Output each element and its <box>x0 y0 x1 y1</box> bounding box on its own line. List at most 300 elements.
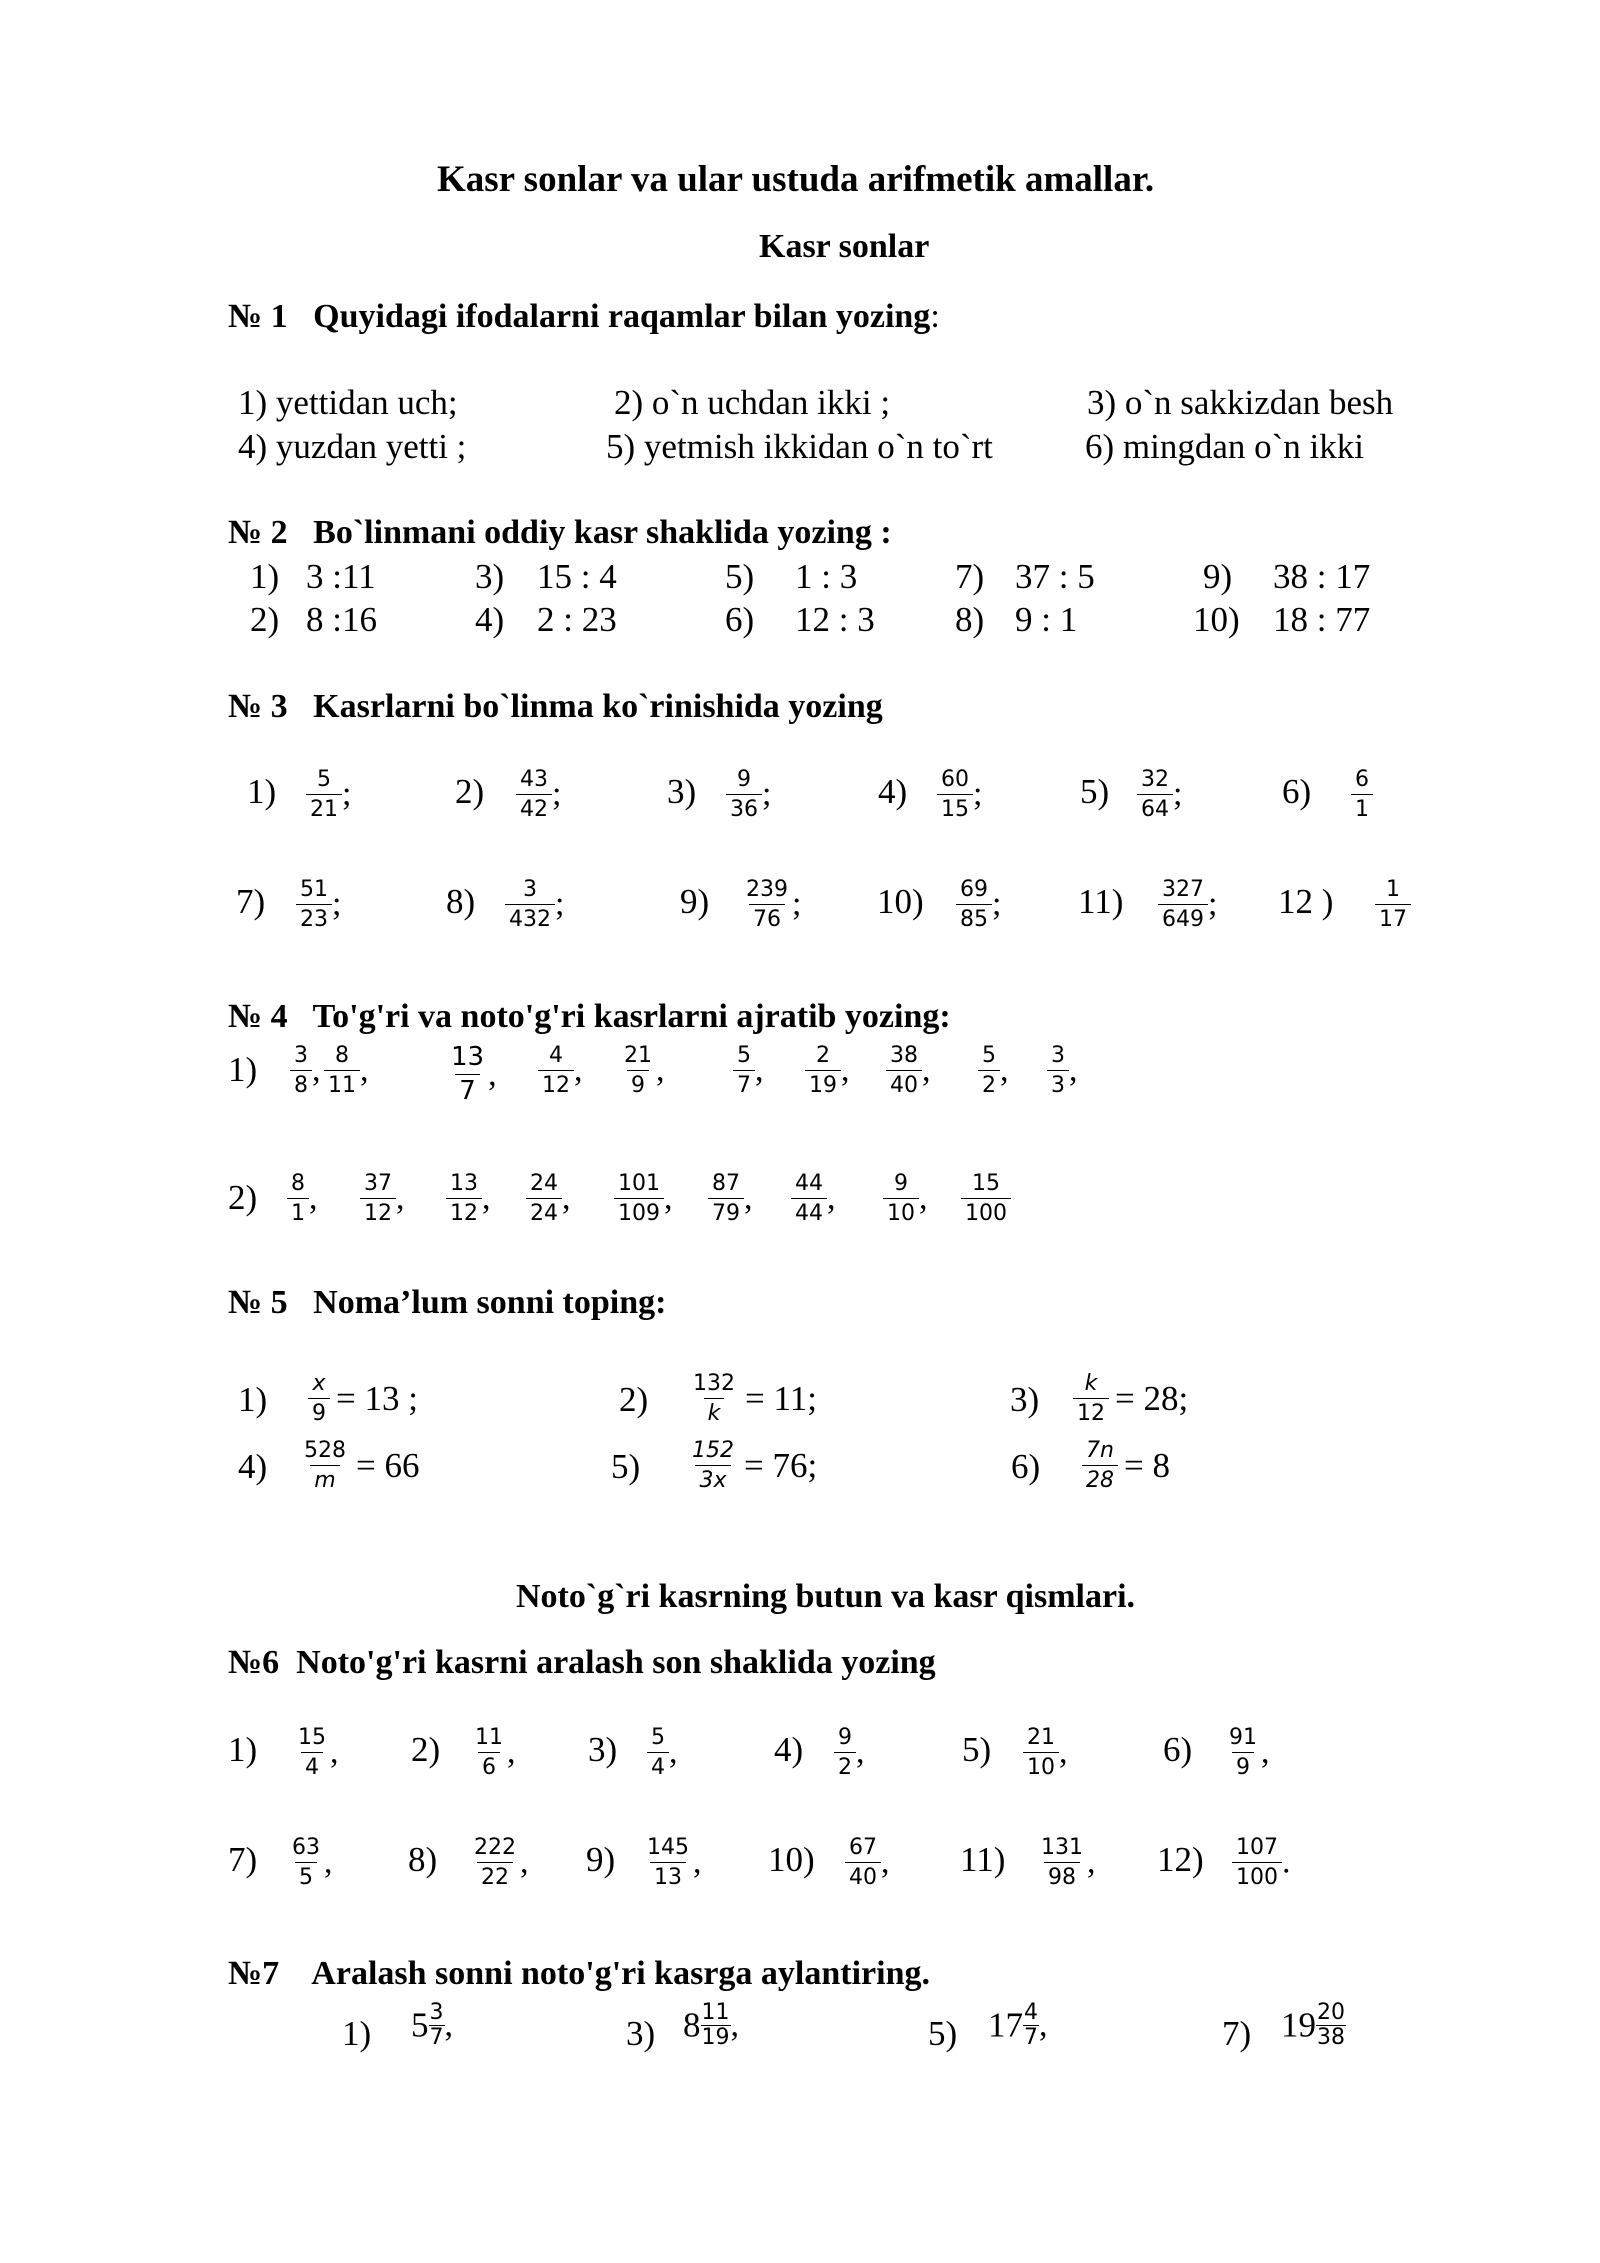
fraction-denominator: 22 <box>477 1862 513 1889</box>
ex4-fraction-item <box>287 1172 318 1225</box>
fraction-denominator: 19 <box>701 2025 730 2050</box>
fraction <box>886 1044 922 1097</box>
fraction-numerator: 21 <box>624 1043 652 1068</box>
ex3-fraction-item <box>1158 878 1217 931</box>
ex6-fraction-item <box>288 1836 333 1889</box>
ex1-item: 5) yetmish ikkidan o`n to`rt <box>606 427 993 466</box>
ex3-item-label: 6) <box>1282 772 1312 811</box>
ex2-item-value: 9 : 1 <box>1015 600 1078 639</box>
fraction-denominator: 9 <box>1232 1752 1254 1779</box>
fraction-numerator: 8 <box>335 1043 349 1068</box>
separator: ; <box>552 775 562 813</box>
fraction <box>1351 768 1373 821</box>
ex6-fraction-item <box>1232 1836 1291 1889</box>
fraction <box>287 1172 309 1225</box>
fraction <box>1082 1439 1118 1492</box>
fraction-denominator: 109 <box>614 1198 664 1225</box>
comma: , <box>922 1051 931 1089</box>
ex2-item-label: 1) <box>250 557 280 596</box>
fraction-numerator: 1 <box>1386 877 1400 902</box>
fraction <box>1232 1836 1282 1889</box>
fraction <box>643 1836 693 1889</box>
separator: ; <box>973 775 983 813</box>
fraction-numerator: 145 <box>647 1835 689 1860</box>
fraction-numerator: 3 <box>429 2000 444 2025</box>
fraction-numerator: 222 <box>474 1835 516 1860</box>
fraction <box>726 768 762 821</box>
ex6-item-label: 9) <box>586 1840 616 1879</box>
exercise-5-heading <box>228 1284 666 1322</box>
ex3-item-label: 11) <box>1078 882 1124 921</box>
exercise-2-heading <box>228 514 892 552</box>
fraction-numerator: 87 <box>712 1171 740 1196</box>
equation-rhs: = 8 <box>1124 1445 1170 1485</box>
ex4-fraction-item <box>290 1044 321 1097</box>
ex2-item-value: 38 : 17 <box>1273 557 1371 596</box>
ex3-fraction-item <box>937 768 982 821</box>
separator: , <box>1261 1733 1270 1771</box>
ex2-item-value: 12 : 3 <box>795 600 875 639</box>
fraction-denominator: 10 <box>883 1198 919 1225</box>
fraction-denominator: k <box>704 1398 725 1425</box>
separator: ; <box>992 885 1002 923</box>
ex3-item-label: 10) <box>877 882 924 921</box>
fraction <box>834 1726 856 1779</box>
fraction-numerator: 131 <box>1041 1835 1083 1860</box>
fraction <box>429 2002 445 2049</box>
fraction <box>956 878 992 931</box>
ex3-item-label: 2) <box>455 772 485 811</box>
fraction <box>505 878 555 931</box>
ex6-fraction-item <box>1023 1726 1068 1779</box>
exercise-title: Quyidagi ifodalarni raqamlar bilan yozing <box>313 298 931 335</box>
fraction <box>647 1726 669 1779</box>
comma: , <box>919 1179 928 1217</box>
separator: ; <box>332 885 342 923</box>
separator: , <box>1059 1733 1068 1771</box>
fraction-numerator: 6 <box>1355 767 1369 792</box>
ex3-item-label: 1) <box>247 772 277 811</box>
ex2-item-value: 8 :16 <box>306 600 377 639</box>
comma: , <box>488 1055 497 1093</box>
fraction-denominator: 5 <box>295 1862 317 1889</box>
fraction-denominator: 1 <box>287 1198 309 1225</box>
fraction <box>1225 1726 1261 1779</box>
equation-rhs: = 66 <box>356 1445 420 1485</box>
ex5-equation <box>689 1372 817 1425</box>
comma: , <box>309 1179 318 1217</box>
comma: , <box>1069 1051 1078 1089</box>
separator: , <box>444 2006 453 2044</box>
fraction-numerator: 107 <box>1236 1835 1278 1860</box>
comma: , <box>396 1179 405 1217</box>
ex6-fraction-item <box>1037 1836 1096 1889</box>
fraction <box>689 1372 739 1425</box>
ex7-mixed-number <box>1281 2002 1346 2049</box>
ex3-fraction-item <box>956 878 1001 931</box>
fraction-numerator: 15 <box>972 1171 1000 1196</box>
ex4-fraction-item <box>538 1044 583 1097</box>
fraction-denominator: 6 <box>478 1752 500 1779</box>
ex2-item-value: 3 :11 <box>306 557 376 596</box>
fraction-denominator: 40 <box>886 1070 922 1097</box>
fraction <box>526 1172 562 1225</box>
fraction-numerator: 327 <box>1162 877 1204 902</box>
ex2-item-value: 18 : 77 <box>1273 600 1371 639</box>
separator: , <box>669 1733 678 1771</box>
fraction <box>791 1172 827 1225</box>
comma: , <box>755 1051 764 1089</box>
fraction-numerator: 4 <box>1024 2000 1038 2025</box>
ex2-item-value: 1 : 3 <box>795 557 858 596</box>
fraction <box>300 1439 350 1492</box>
separator: , <box>507 1733 516 1771</box>
fraction-numerator: 37 <box>364 1171 392 1196</box>
fraction-numerator: 4 <box>549 1043 563 1068</box>
fraction-numerator: 13 <box>450 1171 478 1196</box>
separator: , <box>1039 2006 1048 2044</box>
ex6-item-label: 5) <box>962 1730 992 1769</box>
fraction <box>733 1044 755 1097</box>
fraction-denominator: 12 <box>538 1070 574 1097</box>
fraction <box>845 1836 881 1889</box>
separator: , <box>330 1733 339 1771</box>
ex6-item-label: 1) <box>228 1730 258 1769</box>
separator: ; <box>762 775 772 813</box>
fraction-denominator: 2 <box>978 1070 1000 1097</box>
fraction-denominator: 15 <box>937 794 973 821</box>
ex5-equation <box>308 1372 418 1425</box>
fraction-denominator: 64 <box>1137 794 1173 821</box>
ex4-fraction-item <box>708 1172 753 1225</box>
ex3-item-label: 12 ) <box>1278 882 1334 921</box>
fraction-denominator: 1 <box>1351 794 1373 821</box>
fraction-denominator: 44 <box>791 1198 827 1225</box>
ex3-item-label: 7) <box>236 882 266 921</box>
ex4-fraction-item <box>360 1172 405 1225</box>
fraction-numerator: 5 <box>982 1043 996 1068</box>
section-subtitle-2: Noto`g`ri kasrning butun va kasr qismlari. <box>516 1578 1136 1615</box>
mixed-whole-part: 5 <box>411 2005 429 2045</box>
fraction <box>701 2002 731 2049</box>
fraction-denominator: 4 <box>647 1752 669 1779</box>
ex4-fraction-item <box>614 1172 673 1225</box>
ex2-item-label: 6) <box>725 600 755 639</box>
fraction-numerator: 5 <box>737 1043 751 1068</box>
fraction-numerator: 9 <box>838 1725 852 1750</box>
ex5-item-label: 2) <box>619 1380 649 1419</box>
ex4-fraction-item <box>324 1044 369 1097</box>
fraction-denominator: 17 <box>1375 904 1411 931</box>
fraction-denominator: 12 <box>360 1198 396 1225</box>
fraction-denominator: 7 <box>429 2025 444 2050</box>
ex5-item-label: 6) <box>1011 1447 1041 1486</box>
ex3-fraction-item <box>742 878 801 931</box>
fraction-denominator: 36 <box>726 794 762 821</box>
ex3-fraction-item <box>1137 768 1182 821</box>
ex4-fraction-item <box>733 1044 764 1097</box>
ex2-item-value: 37 : 5 <box>1015 557 1095 596</box>
fraction-denominator: 13 <box>650 1862 686 1889</box>
fraction-numerator: 15 <box>298 1725 326 1750</box>
fraction <box>360 1172 396 1225</box>
ex6-fraction-item <box>647 1726 678 1779</box>
ex6-item-label: 4) <box>774 1730 804 1769</box>
fraction-denominator: 100 <box>1232 1862 1282 1889</box>
fraction-denominator: 7 <box>455 1074 480 1105</box>
ex7-mixed-number <box>988 2002 1048 2049</box>
ex3-fraction-item <box>1375 878 1411 931</box>
ex6-item-label: 6) <box>1163 1730 1193 1769</box>
fraction-denominator: 38 <box>1317 2025 1345 2050</box>
fraction-numerator: 3 <box>523 877 537 902</box>
fraction-numerator: 63 <box>292 1835 320 1860</box>
exercise-number: № 3 <box>228 688 288 725</box>
ex4-fraction-item <box>526 1172 571 1225</box>
ex7-mixed-number <box>683 2002 739 2049</box>
exercise-number: №7 <box>228 1955 280 1992</box>
fraction-denominator: 11 <box>324 1070 360 1097</box>
separator: , <box>881 1843 890 1881</box>
separator: ; <box>1208 885 1218 923</box>
fraction-denominator: 3x <box>695 1465 730 1492</box>
fraction-denominator: 3 <box>1047 1070 1069 1097</box>
fraction-denominator: 10 <box>1023 1752 1059 1779</box>
fraction-numerator: 32 <box>1141 767 1169 792</box>
fraction <box>288 1836 324 1889</box>
ex2-item-label: 7) <box>955 557 985 596</box>
ex5-item-label: 3) <box>1010 1380 1040 1419</box>
ex3-fraction-item <box>296 878 341 931</box>
fraction <box>306 768 342 821</box>
ex2-item-label: 5) <box>725 557 755 596</box>
ex6-item-label: 11) <box>960 1840 1006 1879</box>
ex5-equation <box>1082 1439 1170 1492</box>
fraction-numerator: 5 <box>317 767 331 792</box>
fraction-denominator: 23 <box>296 904 332 931</box>
ex4-fraction-item <box>883 1172 928 1225</box>
ex2-item-label: 2) <box>250 600 280 639</box>
fraction <box>1037 1836 1087 1889</box>
ex6-item-label: 10) <box>768 1840 815 1879</box>
fraction-numerator: 11 <box>701 2000 730 2025</box>
fraction <box>978 1044 1000 1097</box>
section-subtitle: Kasr sonlar <box>759 228 930 265</box>
ex6-fraction-item <box>294 1726 339 1779</box>
fraction-denominator: 2 <box>834 1752 856 1779</box>
exercise-6-heading <box>228 1644 936 1682</box>
fraction-numerator: 11 <box>475 1725 503 1750</box>
heading-colon: : <box>930 298 940 335</box>
ex4-fraction-item <box>446 1172 491 1225</box>
ex6-item-label: 8) <box>408 1840 438 1879</box>
ex4-fraction-item <box>805 1044 850 1097</box>
fraction-denominator: 7 <box>1024 2025 1038 2050</box>
comma: , <box>360 1051 369 1089</box>
fraction <box>447 1044 488 1106</box>
equation-rhs: = 76; <box>744 1445 818 1485</box>
mixed-whole-part: 19 <box>1281 2005 1316 2045</box>
fraction <box>620 1044 656 1097</box>
ex3-fraction-item <box>1351 768 1373 821</box>
ex3-item-label: 9) <box>680 882 710 921</box>
fraction-numerator: 13 <box>451 1042 485 1072</box>
fraction-numerator: 9 <box>737 767 751 792</box>
equation-rhs: = 28; <box>1115 1378 1189 1418</box>
ex3-fraction-item <box>726 768 771 821</box>
ex3-fraction-item <box>516 768 561 821</box>
fraction <box>324 1044 360 1097</box>
comma: , <box>841 1051 850 1089</box>
fraction-denominator: 79 <box>708 1198 744 1225</box>
separator: , <box>693 1843 702 1881</box>
fraction-numerator: 43 <box>520 767 548 792</box>
fraction-denominator: 21 <box>306 794 342 821</box>
fraction <box>470 1836 520 1889</box>
ex2-item-label: 4) <box>475 600 505 639</box>
ex6-fraction-item <box>834 1726 865 1779</box>
fraction-denominator: 8 <box>290 1070 312 1097</box>
fraction-numerator: 239 <box>746 877 788 902</box>
fraction <box>614 1172 664 1225</box>
ex7-item-label: 3) <box>626 2014 656 2053</box>
fraction-numerator: 20 <box>1317 2000 1345 2025</box>
fraction <box>308 1372 330 1425</box>
ex4-fraction-item <box>978 1044 1009 1097</box>
ex4-fraction-item <box>620 1044 665 1097</box>
fraction-numerator: 38 <box>890 1043 918 1068</box>
ex4-fraction-item <box>886 1044 931 1097</box>
separator: ; <box>555 885 565 923</box>
ex5-equation <box>1073 1372 1188 1425</box>
fraction <box>961 1172 1011 1225</box>
fraction <box>1375 878 1411 931</box>
fraction <box>883 1172 919 1225</box>
comma: , <box>827 1179 836 1217</box>
ex3-item-label: 8) <box>446 882 476 921</box>
exercise-title: Kasrlarni bo`linma ko`rinishida yozing <box>313 688 883 725</box>
separator: , <box>856 1733 865 1771</box>
comma: , <box>482 1179 491 1217</box>
fraction-numerator: x <box>312 1371 326 1396</box>
ex6-fraction-item <box>1225 1726 1270 1779</box>
fraction <box>805 1044 841 1097</box>
ex5-item-label: 5) <box>611 1447 641 1486</box>
equation-rhs: = 11; <box>745 1378 817 1418</box>
fraction <box>290 1044 312 1097</box>
comma: , <box>312 1051 321 1089</box>
ex1-item: 4) yuzdan yetti ; <box>238 427 467 466</box>
fraction-numerator: 8 <box>291 1171 305 1196</box>
ex3-item-label: 4) <box>878 772 908 811</box>
ex1-item: 2) o`n uchdan ikki ; <box>614 383 891 422</box>
ex6-item-label: 12) <box>1157 1840 1204 1879</box>
separator: ; <box>1173 775 1183 813</box>
ex4-row-label: 2) <box>228 1178 258 1217</box>
exercise-3-heading <box>228 688 883 726</box>
fraction-numerator: 152 <box>692 1438 734 1463</box>
fraction-denominator: 12 <box>446 1198 482 1225</box>
fraction-numerator: 51 <box>300 877 328 902</box>
fraction <box>296 878 332 931</box>
fraction-numerator: 3 <box>294 1043 308 1068</box>
fraction-numerator: 5 <box>651 1725 665 1750</box>
comma: , <box>656 1051 665 1089</box>
fraction-denominator: 40 <box>845 1862 881 1889</box>
fraction-denominator: 12 <box>1073 1398 1109 1425</box>
ex7-item-label: 1) <box>342 2014 372 2053</box>
fraction <box>1023 2002 1039 2049</box>
ex2-item-label: 9) <box>1203 557 1233 596</box>
fraction <box>688 1439 738 1492</box>
ex6-fraction-item <box>845 1836 890 1889</box>
fraction-denominator: m <box>310 1465 339 1492</box>
exercise-number: №6 <box>228 1644 280 1681</box>
exercise-4-heading <box>228 998 951 1036</box>
fraction <box>446 1172 482 1225</box>
exercise-number: № 4 <box>228 998 288 1035</box>
ex2-item-value: 15 : 4 <box>537 557 617 596</box>
ex6-item-label: 3) <box>588 1730 618 1769</box>
fraction <box>937 768 973 821</box>
comma: , <box>744 1179 753 1217</box>
ex5-equation <box>688 1439 817 1492</box>
fraction-denominator: 98 <box>1044 1862 1080 1889</box>
ex6-item-label: 2) <box>411 1730 441 1769</box>
fraction-numerator: k <box>1084 1371 1098 1396</box>
ex4-fraction-item <box>1047 1044 1078 1097</box>
equation-rhs: = 13 ; <box>336 1378 418 1418</box>
exercise-7-heading <box>228 1955 930 1993</box>
ex1-item: 1) yettidan uch; <box>238 383 458 422</box>
fraction-denominator: 85 <box>956 904 992 931</box>
fraction-numerator: 91 <box>1229 1725 1257 1750</box>
exercise-title: Noma’lum sonni toping: <box>313 1284 667 1321</box>
ex3-fraction-item <box>505 878 564 931</box>
exercise-number: № 1 <box>228 298 288 335</box>
ex6-fraction-item <box>643 1836 702 1889</box>
ex3-fraction-item <box>306 768 351 821</box>
fraction-numerator: 21 <box>1027 1725 1055 1750</box>
fraction <box>294 1726 330 1779</box>
separator: , <box>730 2006 739 2044</box>
exercise-title: To'g'ri va noto'g'ri kasrlarni ajratib yozing: <box>312 998 951 1035</box>
ex7-mixed-number <box>411 2002 453 2049</box>
separator: . <box>1282 1843 1291 1881</box>
comma: , <box>562 1179 571 1217</box>
page-title: Kasr sonlar va ular ustuda arifmetik amallar. <box>437 159 1155 200</box>
fraction-denominator: 4 <box>301 1752 323 1779</box>
fraction <box>516 768 552 821</box>
fraction-numerator: 69 <box>960 877 988 902</box>
fraction-denominator: 24 <box>526 1198 562 1225</box>
ex6-fraction-item <box>470 1836 529 1889</box>
separator: , <box>520 1843 529 1881</box>
separator: , <box>324 1843 333 1881</box>
fraction-numerator: 101 <box>618 1171 660 1196</box>
fraction-denominator: 9 <box>308 1398 330 1425</box>
ex2-item-value: 2 : 23 <box>537 600 617 639</box>
fraction-numerator: 7n <box>1086 1438 1114 1463</box>
separator: , <box>1087 1843 1096 1881</box>
exercise-number: № 5 <box>228 1284 288 1321</box>
fraction <box>538 1044 574 1097</box>
fraction <box>1047 1044 1069 1097</box>
fraction <box>1023 1726 1059 1779</box>
fraction-numerator: 24 <box>530 1171 558 1196</box>
fraction <box>1158 878 1208 931</box>
ex3-item-label: 5) <box>1080 772 1110 811</box>
